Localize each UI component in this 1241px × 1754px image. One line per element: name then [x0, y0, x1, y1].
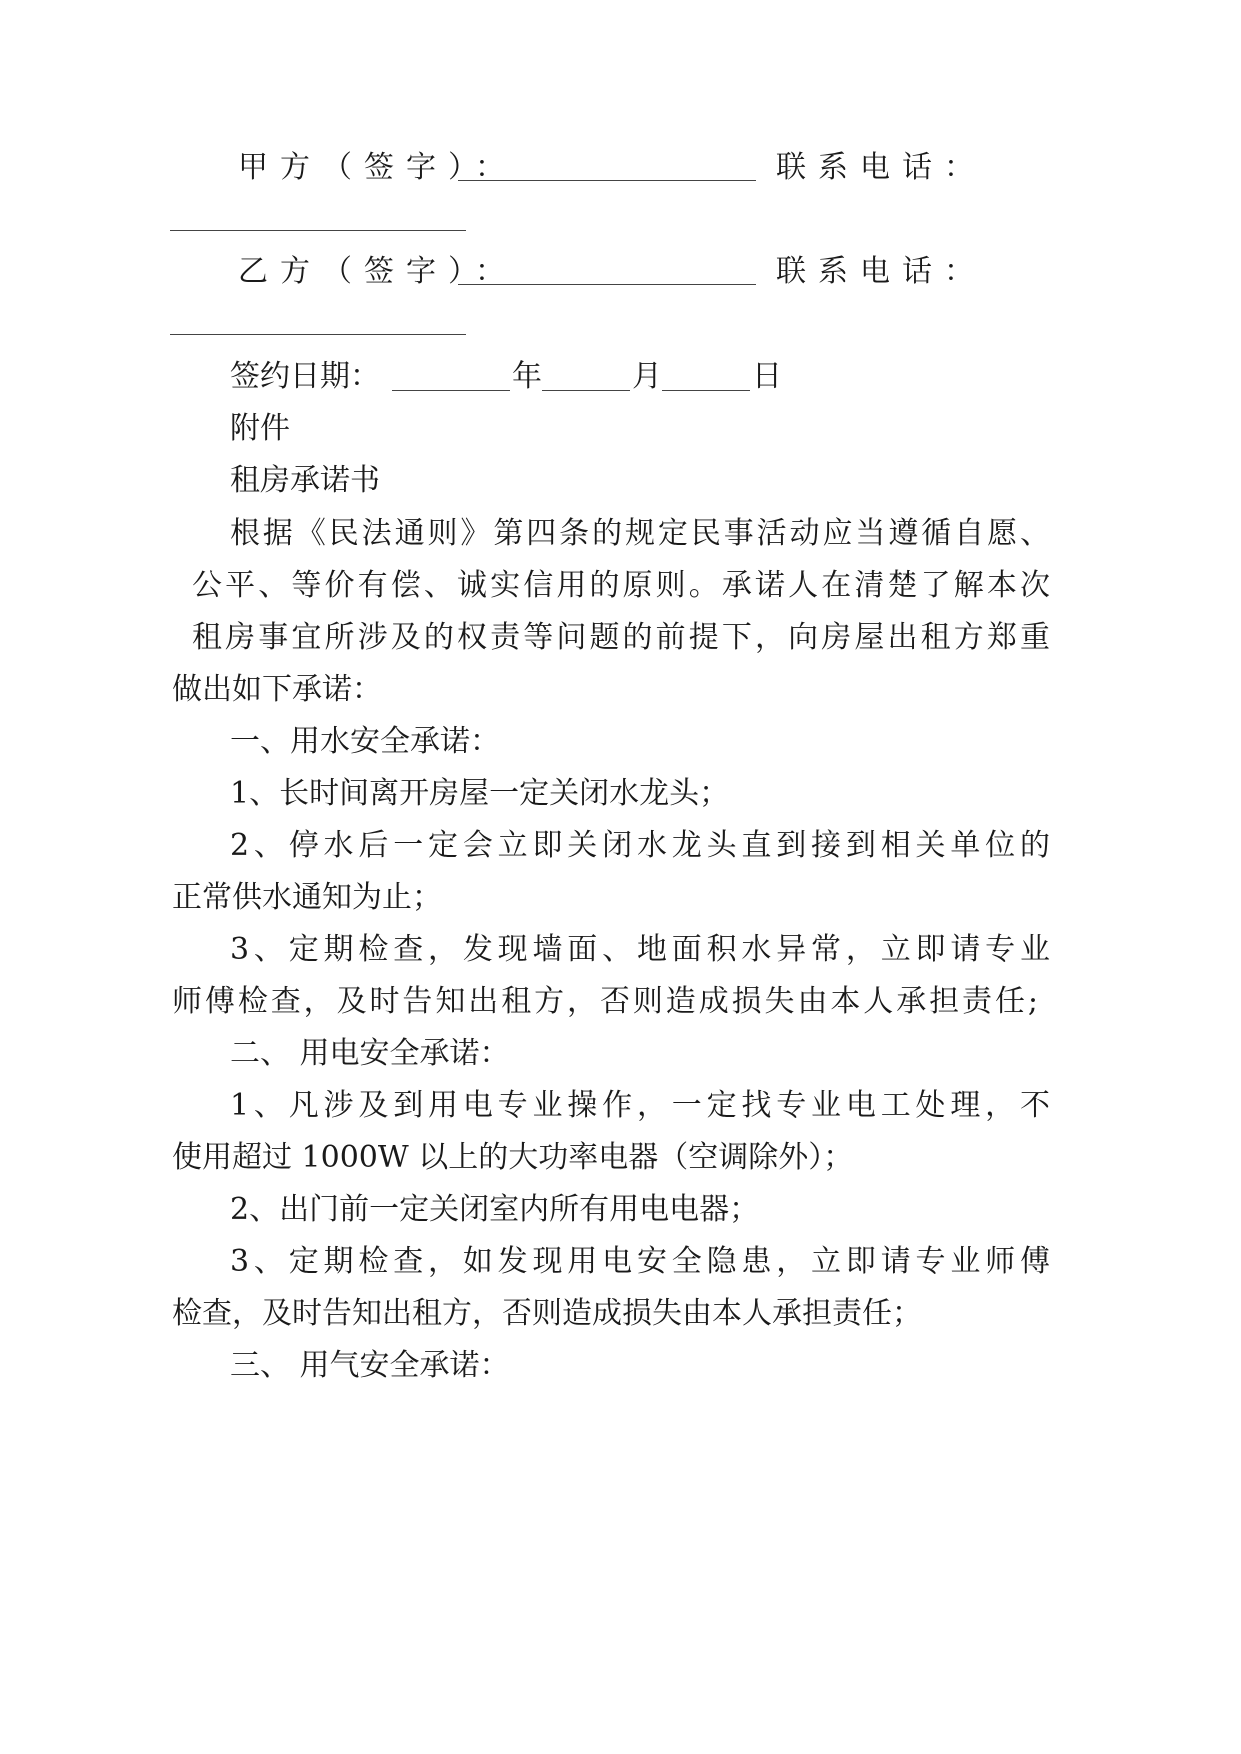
attachment-label: 附件	[230, 411, 290, 446]
party-a-phone-line	[170, 230, 466, 231]
water-item-2: 2、停水后一定会立即关闭水龙头直到接到相关单位的	[230, 828, 1050, 863]
party-a-signature-line	[458, 180, 756, 181]
party-b-phone-label: 联系电话：	[776, 254, 986, 289]
party-b-label: 乙方（签字）：	[238, 254, 517, 289]
water-item-3: 3、定期检查，发现墙面、地面积水异常，立即请专业	[230, 932, 1050, 967]
party-b-phone-line	[170, 334, 466, 335]
gas-safety-heading: 三、 用气安全承诺：	[230, 1348, 510, 1383]
electricity-item-1-cont: 使用超过 1000W 以上的大功率电器（空调除外）；	[172, 1140, 854, 1175]
intro-line: 租房事宜所涉及的权责等问题的前提下，向房屋出租方郑重	[192, 620, 1050, 655]
electricity-item-3-cont: 检查，及时告知出租方，否则造成损失由本人承担责任；	[172, 1296, 922, 1331]
day-line	[662, 390, 750, 391]
electricity-safety-heading: 二、 用电安全承诺：	[230, 1036, 510, 1071]
day-label: 日	[752, 359, 782, 394]
year-line	[392, 390, 510, 391]
electricity-item-3: 3、定期检查，如发现用电安全隐患，立即请专业师傅	[230, 1244, 1050, 1279]
year-label: 年	[512, 359, 542, 394]
water-item-1: 1、长时间离开房屋一定关闭水龙头；	[230, 776, 730, 811]
electricity-item-2: 2、出门前一定关闭室内所有用电电器；	[230, 1192, 760, 1227]
month-line	[542, 390, 630, 391]
party-b-signature-line	[458, 284, 756, 285]
party-a-phone-label: 联系电话：	[776, 150, 986, 185]
intro-line: 公平、等价有偿、诚实信用的原则。承诺人在清楚了解本次	[192, 568, 1050, 603]
intro-line: 做出如下承诺：	[172, 672, 382, 707]
electricity-item-1: 1、凡涉及到用电专业操作，一定找专业电工处理，不	[230, 1088, 1050, 1123]
party-a-label: 甲方（签字）：	[238, 150, 517, 185]
document-title: 租房承诺书	[230, 463, 380, 498]
month-label: 月	[632, 359, 662, 394]
water-item-3-cont: 师傅检查，及时告知出租方，否则造成损失由本人承担责任;	[172, 984, 1038, 1019]
water-safety-heading: 一、用水安全承诺：	[230, 724, 500, 759]
sign-date-label: 签约日期：	[230, 359, 380, 394]
water-item-2-cont: 正常供水通知为止；	[172, 880, 442, 915]
intro-line: 根据《民法通则》第四条的规定民事活动应当遵循自愿、	[230, 516, 1050, 551]
